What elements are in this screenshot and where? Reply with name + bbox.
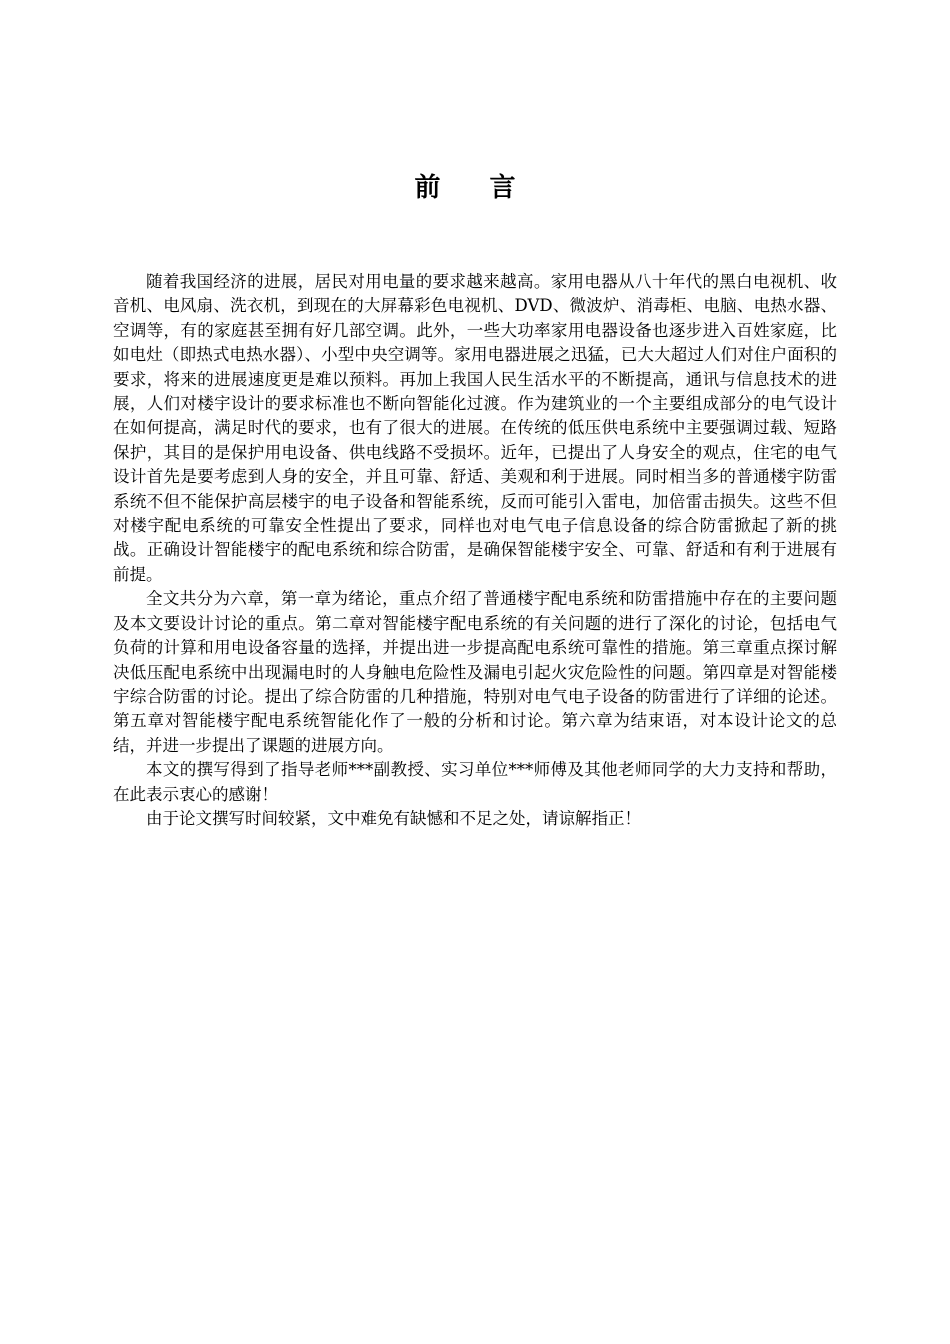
paragraph-chapter-overview: 全文共分为六章，第一章为绪论，重点介绍了普通楼宇配电系统和防雷措施中存在的主要问题及本文要设计讨论的重点。第二章对智能楼宇配电系统的有关问题的进行了深化的讨论，包括电气负荷的计算和用电设备容量的选择，并提出进一步提高配电系统可靠性的措施。第三章重点探讨解决低压配电系统中出现漏电时的人身触电危险性及漏电引起火灾危险性的问题。第四章是对智能楼宇综合防雷的讨论。提出了综合防雷的几种措施，特别对电气电子设备的防雷进行了详细的论述。第五章对智能楼宇配电系统智能化作了一般的分析和讨论。第六章为结束语，对本设计论文的总结，并进一步提出了课题的进展方向。 <box>113 589 837 755</box>
paragraph-acknowledgement: 本文的撰写得到了指导老师***副教授、实习单位***师傅及其他老师同学的大力支持和帮助，在此表示衷心的感谢！ <box>113 760 837 804</box>
paragraph-closing: 由于论文撰写时间较紧，文中难免有缺憾和不足之处，请谅解指正！ <box>146 808 641 828</box>
paragraph-background: 随着我国经济的进展，居民对用电量的要求越来越高。家用电器从八十年代的黑白电视机、收音机、电风扇、洗衣机，到现在的大屏幕彩色电视机、DVD、微波炉、消毒柜、电脑、电热水器、空调等，有的家庭甚至拥有好几部空调。此外，一些大功率家用电器设备也逐步进入百姓家庭，比如电灶（即热式电热水器）、小型中央空调等。家用电器进展之迅猛，已大大超过人们对住户面积的要求，将来的进展速度更是难以预料。再加上我国人民生活水平的不断提高，通讯与信息技术的进展，人们对楼宇设计的要求标准也不断向智能化过渡。作为建筑业的一个主要组成部分的电气设计在如何提高，满足时代的要求，也有了很大的进展。在传统的低压供电系统中主要强调过载、短路保护，其目的是保护用电设备、供电线路不受损坏。近年，已提出了人身安全的观点，住宅的电气设计首先是要考虑到人身的安全，并且可靠、舒适、美观和利于进展。同时相当多的普通楼宇防雷系统不但不能保护高层楼宇的电子设备和智能系统，反而可能引入雷电，加倍雷击损失。这些不但对楼宇配电系统的可靠安全性提出了要求，同样也对电气电子信息设备的综合防雷掀起了新的挑战。正确设计智能楼宇的配电系统和综合防雷，是确保智能楼宇安全、可靠、舒适和有利于进展有前提。 <box>113 272 837 584</box>
page-title: 前 言 <box>414 173 536 203</box>
preface-body <box>113 270 837 831</box>
